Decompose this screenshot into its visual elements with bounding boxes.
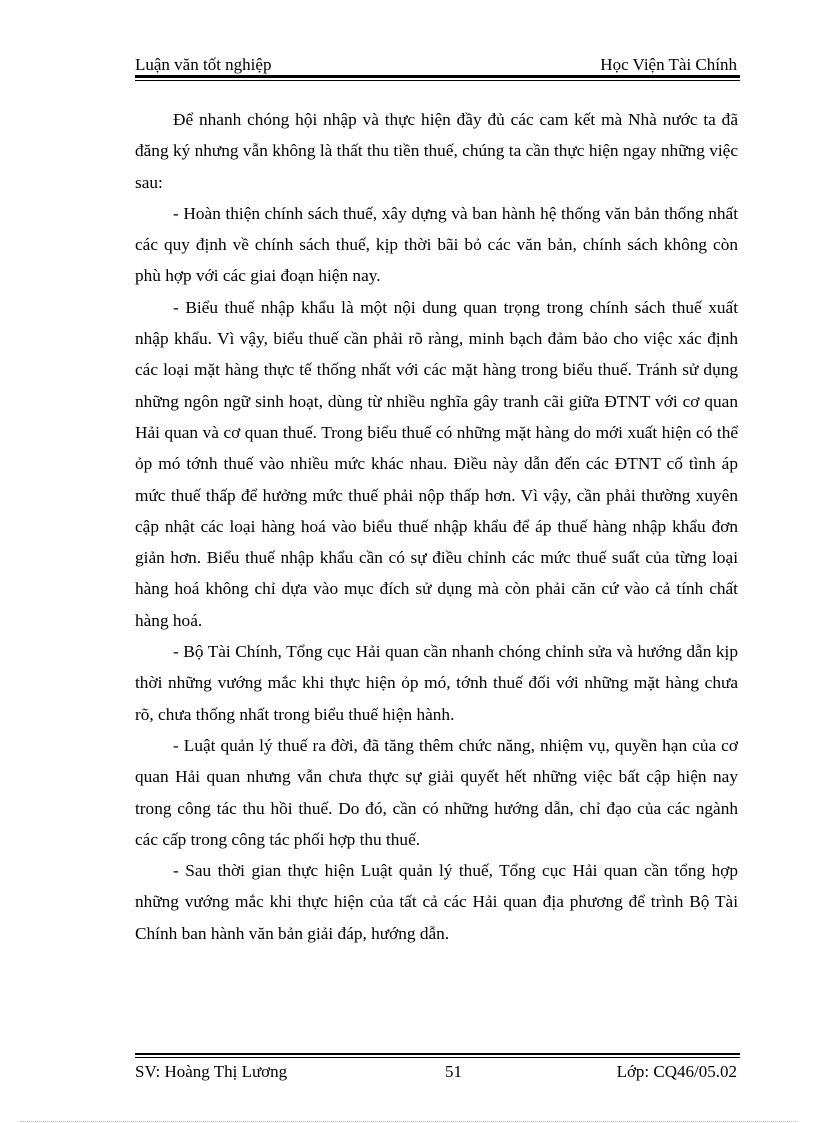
paragraph: - Bộ Tài Chính, Tổng cục Hải quan cần nhanh chóng chỉnh sửa và hướng dẫn kịp thời những vướng mắc khi thực hiện ỏp mó, tớnh thuế đối với những mặt hàng chưa rõ, chưa thống nhất trong biểu thuế hiện hành.	[135, 642, 738, 724]
header-rule-thin	[135, 80, 740, 81]
paragraph: - Luật quản lý thuế ra đời, đã tăng thêm chức năng, nhiệm vụ, quyền hạn của cơ quan Hải quan nhưng vẫn chưa thực sự giải quyết hết những việc bất cập hiện nay trong công tác thu hồi thuế. Do đó, cần có những hướng dẫn, chỉ đạo của các ngành các cấp trong công tác phối hợp thu thuế.	[135, 735, 738, 849]
page-number: 51	[445, 1062, 462, 1081]
paragraph: - Sau thời gian thực hiện Luật quản lý thuế, Tổng cục Hải quan cần tổng hợp những vướng mắc khi thực hiện của tất cả các Hải quan địa phương để trình Bộ Tài Chính ban hành văn bản giải đáp, hướng dẫn.	[135, 861, 738, 943]
page-footer	[135, 1061, 737, 1083]
paragraph: Để nhanh chóng hội nhập và thực hiện đầy đủ các cam kết mà Nhà nước ta đã đăng ký nhưng vẫn không là thất thu tiền thuế, chúng ta cần thực hiện ngay những việc sau:	[135, 110, 738, 192]
page-bottom-dotted-line	[20, 1121, 796, 1122]
footer-rule-thin	[135, 1057, 740, 1058]
body-text	[135, 104, 738, 949]
header-thesis-label: Luận văn tốt nghiệp	[135, 55, 272, 74]
header-institution-label: Học Viện Tài Chính	[600, 55, 737, 74]
footer-class-code: Lớp: CQ46/05.02	[616, 1062, 737, 1081]
footer-student-name: SV: Hoàng Thị Lương	[135, 1062, 288, 1081]
footer-rule-thick	[135, 1053, 740, 1055]
header-rule-thick	[135, 75, 740, 78]
page-header	[135, 54, 737, 76]
paragraph: - Biểu thuế nhập khẩu là một nội dung quan trọng trong chính sách thuế xuất nhập khẩu. Vì vậy, biểu thuế cần phải rõ ràng, minh bạch đảm bảo cho việc xác định các loại mặt hàng thực tế thống nhất với các mặt hàng trong biểu thuế. Tránh sử dụng những ngôn ngữ sinh hoạt, dùng từ nhiều nghĩa gây tranh cãi giữa ĐTNT với cơ quan Hải quan và cơ quan thuế. Trong biểu thuế có những mặt hàng do mới xuất hiện có thể ỏp mó tớnh thuế vào nhiều mức khác nhau. Điều này dẫn đến các ĐTNT cố tình áp mức thuế thấp để hưởng mức thuế phải nộp thấp hơn. Vì vậy, cần phải thường xuyên cập nhật các loại hàng hoá vào biểu thuế nhập khẩu để áp thuế hàng nhập khẩu đơn giản hơn. Biểu thuế nhập khẩu cần có sự điều chỉnh các mức thuế suất của từng loại hàng hoá không chỉ dựa vào mục đích sử dụng mà còn phải căn cứ vào cả tính chất hàng hoá.	[135, 297, 738, 630]
paragraph: - Hoàn thiện chính sách thuế, xây dựng và ban hành hệ thống văn bản thống nhất các quy định về chính sách thuế, kịp thời bãi bỏ các văn bản, chính sách không còn phù hợp với các giai đoạn hiện nay.	[135, 203, 738, 286]
